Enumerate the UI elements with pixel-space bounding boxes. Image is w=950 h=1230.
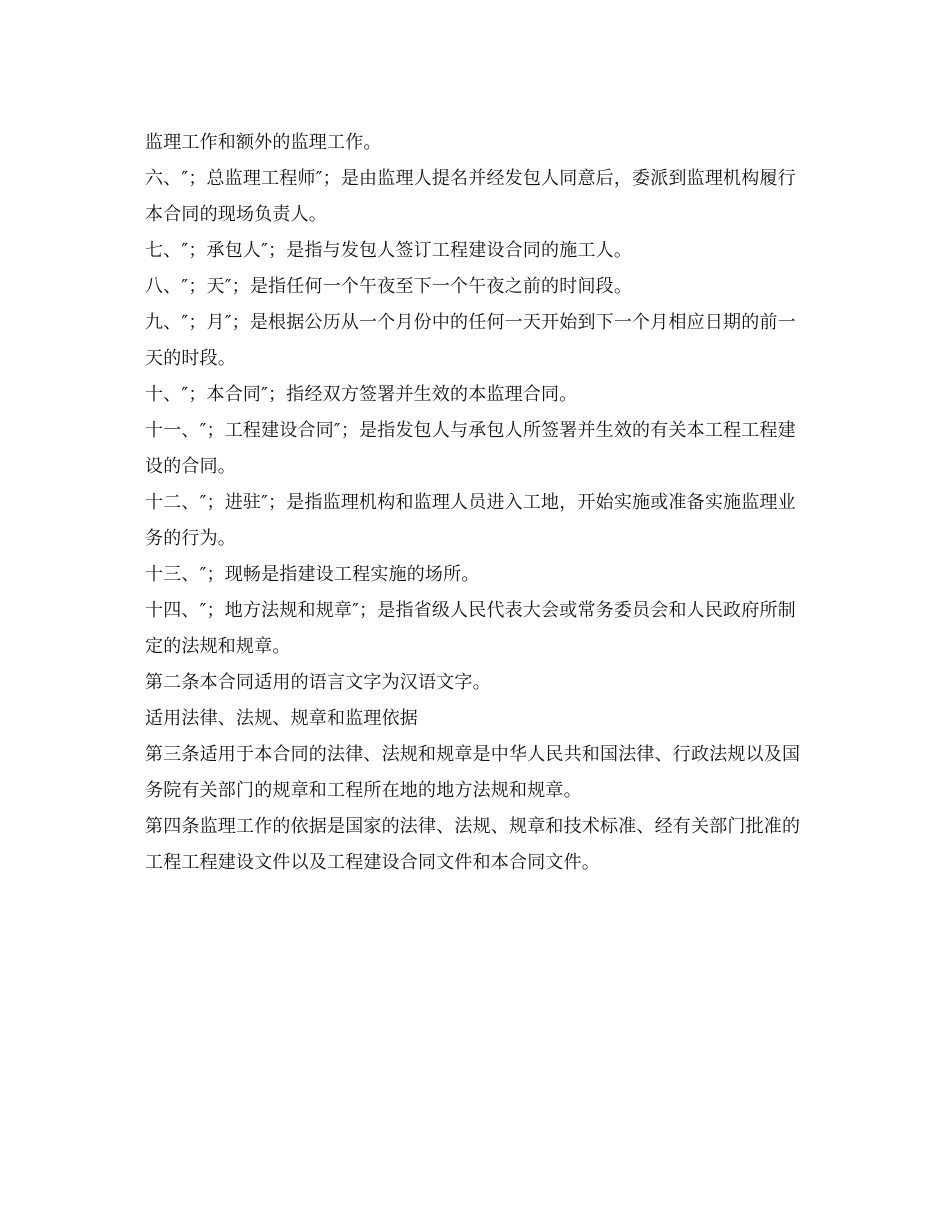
document-body [145,125,810,881]
paragraph-article-3: 第三条适用于本合同的法律、法规和规章是中华人民共和国法律、行政法规以及国务院有关部门的规章和工程所在地的地方法规和规章。 [145,744,801,801]
paragraph-definition-chief-engineer: 六、″；总监理工程师″；是由监理人提名并经发包人同意后，委派到监理机构履行本合同的现场负责人。 [145,168,796,225]
paragraph-definition-site: 十三、″；现畅是指建设工程实施的场所。 [145,564,480,585]
paragraph-definition-this-contract: 十、″；本合同″；指经双方签署并生效的本监理合同。 [145,384,578,405]
paragraph-article-4: 第四条监理工作的依据是国家的法律、法规、规章和技术标准、经有关部门批准的工程工程建设文件以及工程建设合同文件和本合同文件。 [145,816,801,873]
paragraph-definition-local-regulations: 十四、″；地方法规和规章″；是指省级人民代表大会或常务委员会和人民政府所制定的法规和规章。 [145,600,796,657]
paragraph-definition-construction-contract: 十一、″；工程建设合同″；是指发包人与承包人所签署并生效的有关本工程工程建设的合同。 [145,420,796,477]
paragraph-definition-entry: 十二、″；进驻″；是指监理机构和监理人员进入工地，开始实施或准备实施监理业务的行为。 [145,492,796,549]
section-heading-applicable-law: 适用法律、法规、规章和监理依据 [145,708,418,729]
paragraph-supervision-work: 监理工作和额外的监理工作。 [145,132,382,153]
paragraph-definition-contractor: 七、″；承包人″；是指与发包人签订工程建设合同的施工人。 [145,240,633,261]
paragraph-definition-day: 八、″；天″；是指任何一个午夜至下一个午夜之前的时间段。 [145,276,633,297]
paragraph-article-2: 第二条本合同适用的语言文字为汉语文字。 [145,672,491,693]
paragraph-definition-month: 九、″；月″；是根据公历从一个月份中的任何一天开始到下一个月相应日期的前一天的时段。 [145,312,796,369]
